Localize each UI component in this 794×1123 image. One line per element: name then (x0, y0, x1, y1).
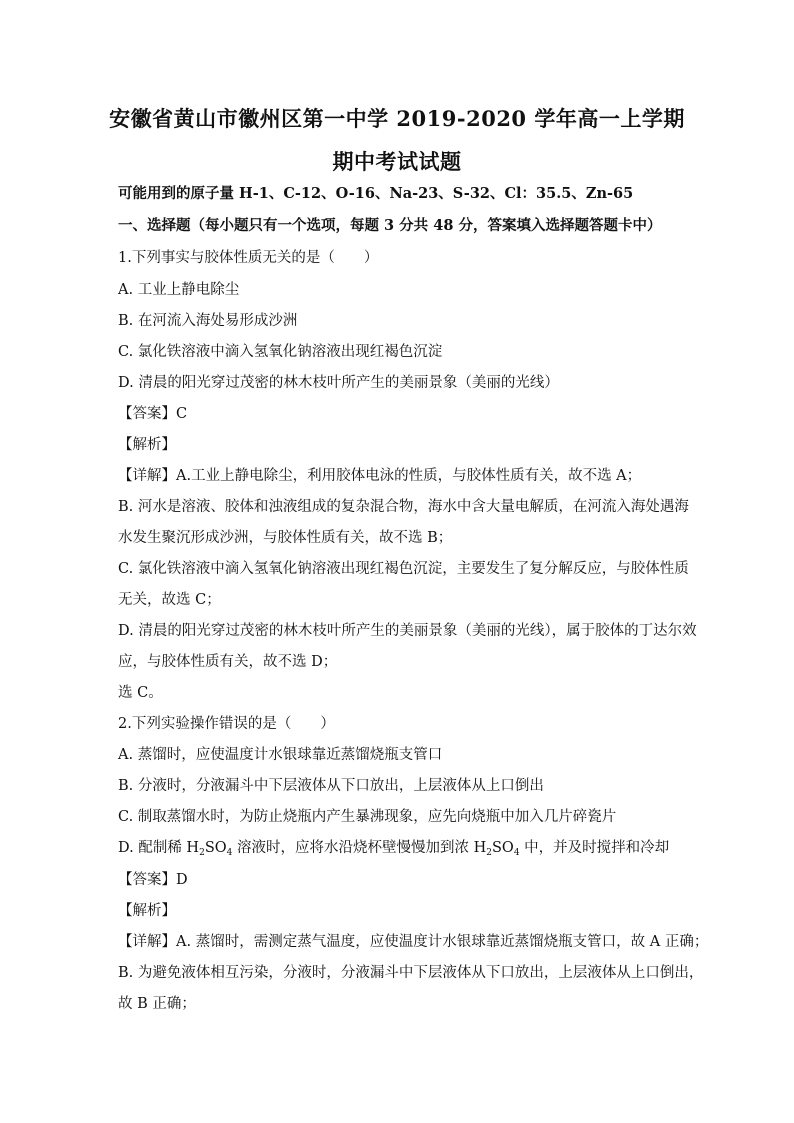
question-2-answer: 【答案】D (118, 872, 188, 888)
question-2-analysis-heading: 【解析】 (118, 903, 176, 919)
option-d-text: 中，并及时搅拌和冷却 (519, 840, 670, 856)
question-2-option-a: A. 蒸馏时，应使温度计水银球靠近蒸馏烧瓶支管口 (118, 747, 443, 763)
question-1-answer: 【答案】C (118, 406, 188, 422)
question-2-analysis-line: 【详解】A. 蒸馏时，需测定蒸气温度，应使温度计水银球靠近蒸馏烧瓶支管口，故 A 正确； (118, 934, 709, 950)
section-heading: 一、选择题（每小题只有一个选项，每题 3 分共 48 分，答案填入选择题答题卡中） (118, 217, 662, 234)
option-d-text: 溶液时，应将水沿烧杯壁慢慢加到浓 H (232, 840, 487, 856)
question-2-option-b: B. 分液时，分液漏斗中下层液体从下口放出，上层液体从上口倒出 (118, 778, 544, 794)
question-1-analysis-line: D. 清晨的阳光穿过茂密的林木枝叶所产生的美丽景象（美丽的光线），属于胶体的丁达尔效 (118, 623, 697, 639)
subscript: 2 (199, 848, 205, 858)
atomic-masses-note: 可能用到的原子量 H-1、C-12、O-16、Na-23、S-32、Cl：35.5、Zn-65 (118, 185, 634, 202)
subscript: 4 (226, 848, 233, 858)
question-1-analysis-line: 【详解】A.工业上静电除尘，利用胶体电泳的性质，与胶体性质有关，故不选 A； (118, 468, 642, 484)
question-2-analysis-line: B. 为避免液体相互污染，分液时，分液漏斗中下层液体从下口放出，上层液体从上口倒出， (118, 965, 704, 981)
question-1-analysis-line: C. 氯化铁溶液中滴入氢氧化钠溶液出现红褐色沉淀，主要发生了复分解反应，与胶体性质 (118, 561, 689, 577)
question-1-analysis-line: 水发生聚沉形成沙洲，与胶体性质有关，故不选 B； (118, 530, 453, 546)
question-2-analysis-line: 故 B 正确； (118, 996, 196, 1012)
option-d-text: D. 配制稀 H (118, 840, 200, 856)
question-1-stem: 1.下列事实与胶体性质无关的是（ ） (118, 250, 379, 266)
option-d-text: SO (492, 840, 514, 856)
question-2-option-d (118, 838, 669, 858)
subscript: 2 (486, 848, 492, 858)
subscript: 4 (513, 848, 520, 858)
question-1-option-d: D. 清晨的阳光穿过茂密的林木枝叶所产生的美丽景象（美丽的光线） (118, 375, 559, 391)
question-1-analysis-heading: 【解析】 (118, 437, 176, 453)
question-1-conclusion: 选 C。 (118, 685, 163, 701)
question-1-analysis-line: 应，与胶体性质有关，故不选 D； (118, 654, 338, 670)
question-1-analysis-line: B. 河水是溶液、胶体和浊液组成的复杂混合物，海水中含大量电解质，在河流入海处遇海 (118, 499, 689, 515)
question-1-analysis-line: 无关，故选 C； (118, 592, 221, 608)
question-2-option-c: C. 制取蒸馏水时，为防止烧瓶内产生暴沸现象，应先向烧瓶中加入几片碎瓷片 (118, 809, 617, 825)
question-1-option-c: C. 氯化铁溶液中滴入氢氧化钠溶液出现红褐色沉淀 (118, 344, 443, 360)
question-1-option-b: B. 在河流入海处易形成沙洲 (118, 313, 298, 329)
question-2-stem: 2.下列实验操作错误的是（ ） (118, 716, 335, 732)
question-1-option-a: A. 工业上静电除尘 (118, 282, 240, 298)
option-d-text: SO (204, 840, 227, 856)
exam-title-line2: 期中考试试题 (332, 149, 462, 174)
exam-title-line1: 安徽省黄山市徽州区第一中学 2019-2020 学年高一上学期 (109, 106, 685, 131)
